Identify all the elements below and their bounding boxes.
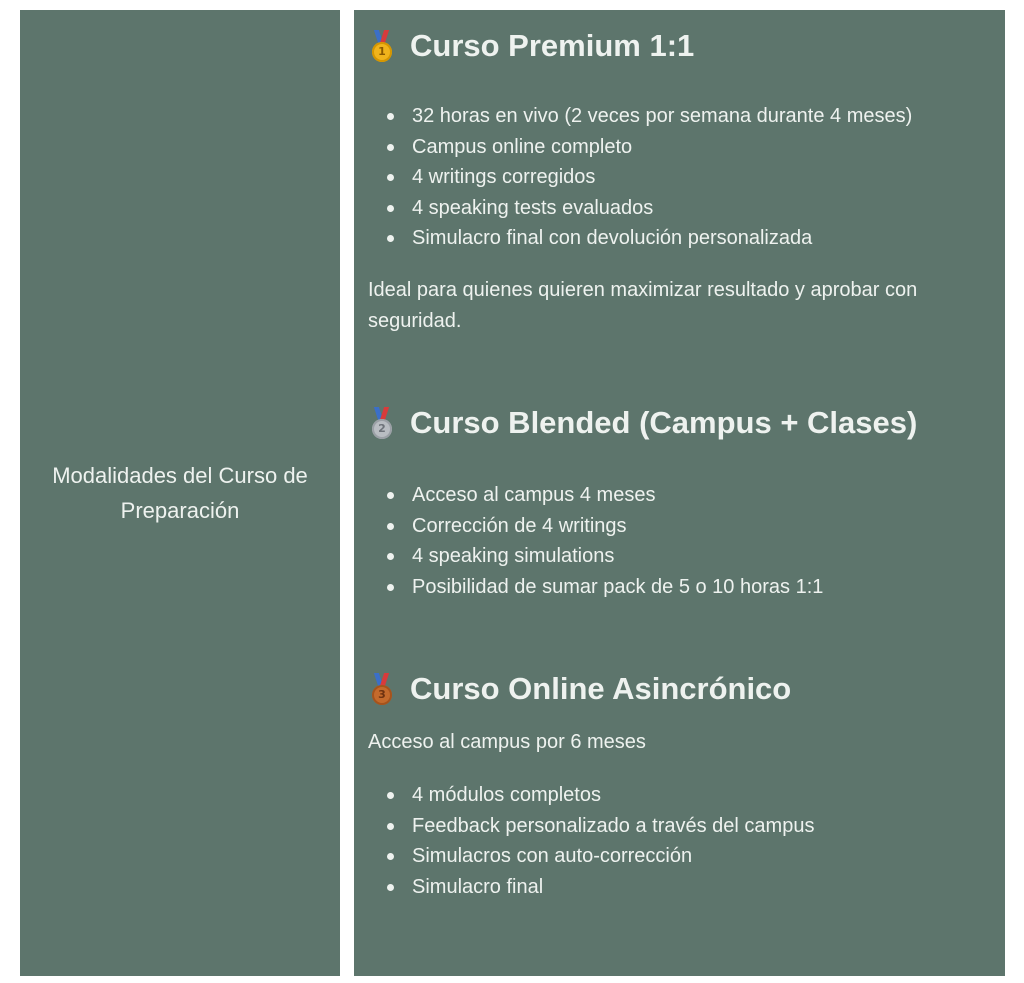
course-blended-title: Curso Blended (Campus + Clases) xyxy=(410,405,918,440)
feature-item: Simulacro final con devolución personalizada xyxy=(368,223,991,254)
feature-item: Campus online completo xyxy=(368,132,991,163)
feature-item: Posibilidad de sumar pack de 5 o 10 horas 1:1 xyxy=(368,572,991,603)
course-blended-heading xyxy=(368,403,991,443)
course-premium-features xyxy=(368,101,991,254)
feature-item: 4 speaking tests evaluados xyxy=(368,193,991,224)
course-options-cell xyxy=(354,10,1005,976)
course-online-title: Curso Online Asincrónico xyxy=(410,671,792,706)
course-blended-features xyxy=(368,480,991,602)
course-online-section xyxy=(368,669,991,902)
course-premium-heading xyxy=(368,26,991,66)
course-online-heading xyxy=(368,669,991,709)
third-place-medal-icon: 3 xyxy=(368,669,396,709)
feature-item: Simulacros con auto-corrección xyxy=(368,841,991,872)
course-blended-section xyxy=(368,403,991,602)
course-premium-section xyxy=(368,26,991,337)
feature-item: Feedback personalizado a través del campus xyxy=(368,811,991,842)
modalities-title: Modalidades del Curso de Preparación xyxy=(52,463,308,523)
course-premium-title: Curso Premium 1:1 xyxy=(410,28,695,63)
feature-item: 4 speaking simulations xyxy=(368,541,991,572)
feature-item: Simulacro final xyxy=(368,872,991,903)
feature-item: 4 writings corregidos xyxy=(368,162,991,193)
first-place-medal-icon: 1 xyxy=(368,26,396,66)
feature-item: 32 horas en vivo (2 veces por semana durante 4 meses) xyxy=(368,101,991,132)
modalities-label-cell xyxy=(20,10,340,976)
second-place-medal-icon: 2 xyxy=(368,403,396,443)
feature-item: Acceso al campus 4 meses xyxy=(368,480,991,511)
feature-item: 4 módulos completos xyxy=(368,780,991,811)
course-online-intro: Acceso al campus por 6 meses xyxy=(368,731,646,753)
course-online-features xyxy=(368,780,991,902)
course-premium-note: Ideal para quienes quieren maximizar resultado y aprobar con seguridad. xyxy=(368,278,918,332)
feature-item: Corrección de 4 writings xyxy=(368,511,991,542)
